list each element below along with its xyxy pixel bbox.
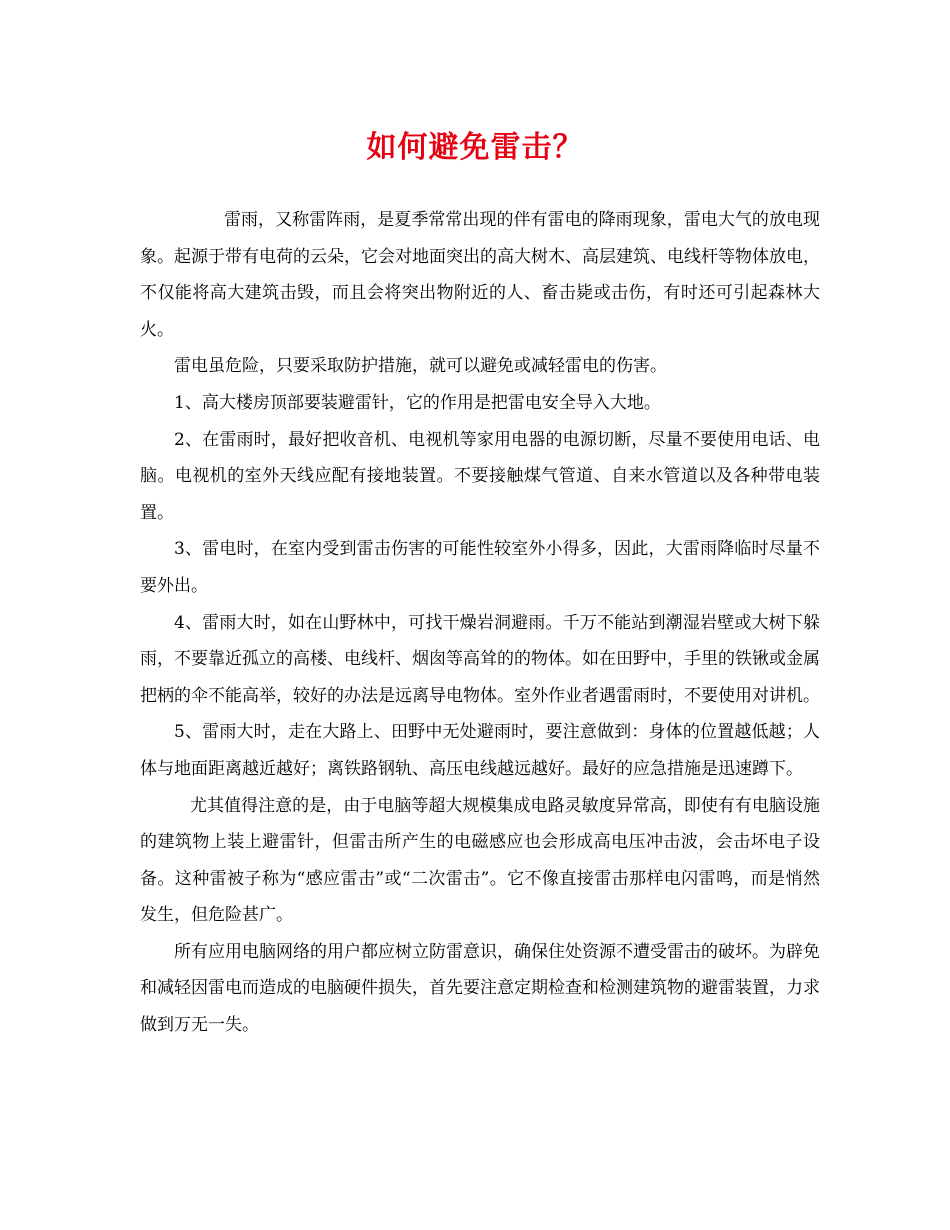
paragraph-tip-5: 5、雷雨大时，走在大路上、田野中无处避雨时，要注意做到：身体的位置越低越；人体与地面距离越近越好；离铁路钢轨、高压电线越远越好。最好的应急措施是迅速蹲下。 (140, 722, 820, 779)
paragraph-conclusion: 所有应用电脑网络的用户都应树立防雷意识，确保住处资源不遭受雷击的破坏。为辟免和减轻因雷电而造成的电脑硬件损失，首先要注意定期检查和检测建筑物的避雷装置，力求做到万无一失。 (140, 941, 820, 1036)
paragraph-induced-lightning: 尤其值得注意的是，由于电脑等超大规模集成电路灵敏度异常高，即使有有电脑设施的建筑物上装上避雷针，但雷击所产生的电磁感应也会形成高电压冲击波，会击坏电子设备。这种雷被子称为“感应雷击”或“二次雷击”。它不像直接雷击那样电闪雷鸣，而是悄然发生，但危险甚广。 (140, 795, 820, 926)
paragraph-intro: 雷雨，又称雷阵雨，是夏季常常出现的伴有雷电的降雨现象，雷电大气的放电现象。起源于带有电荷的云朵，它会对地面突出的高大树木、高层建筑、电线杆等物体放电，不仅能将高大建筑击毁，而且会将突出物附近的人、畜击毙或击伤，有时还可引起森林大火。 (140, 210, 820, 340)
paragraph-tip-1: 1、高大楼房顶部要装避雷针，它的作用是把雷电安全导入大地。 (174, 392, 661, 413)
document-body (140, 202, 820, 1044)
paragraph-tip-2: 2、在雷雨时，最好把收音机、电视机等家用电器的电源切断，尽量不要使用电话、电脑。电视机的室外天线应配有接地装置。不要接触煤气管道、自来水管道以及各种带电装置。 (140, 429, 820, 523)
paragraph-tip-3: 3、雷电时，在室内受到雷击伤害的可能性较室外小得多，因此，大雷雨降临时尽量不要外出。 (140, 539, 820, 596)
page-title: 如何避免雷击？ (366, 130, 584, 165)
paragraph-summary: 雷电虽危险，只要采取防护措施，就可以避免或减轻雷电的伤害。 (174, 356, 667, 377)
paragraph-tip-4: 4、雷雨大时，如在山野林中，可找干燥岩洞避雨。千万不能站到潮湿岩壁或大树下躲雨，不要靠近孤立的高楼、电线杆、烟囱等高耸的的物体。如在田野中，手里的铁锹或金属把柄的伞不能高举，较好的办法是远离导电物体。室外作业者遇雷雨时，不要使用对讲机。 (140, 612, 820, 706)
